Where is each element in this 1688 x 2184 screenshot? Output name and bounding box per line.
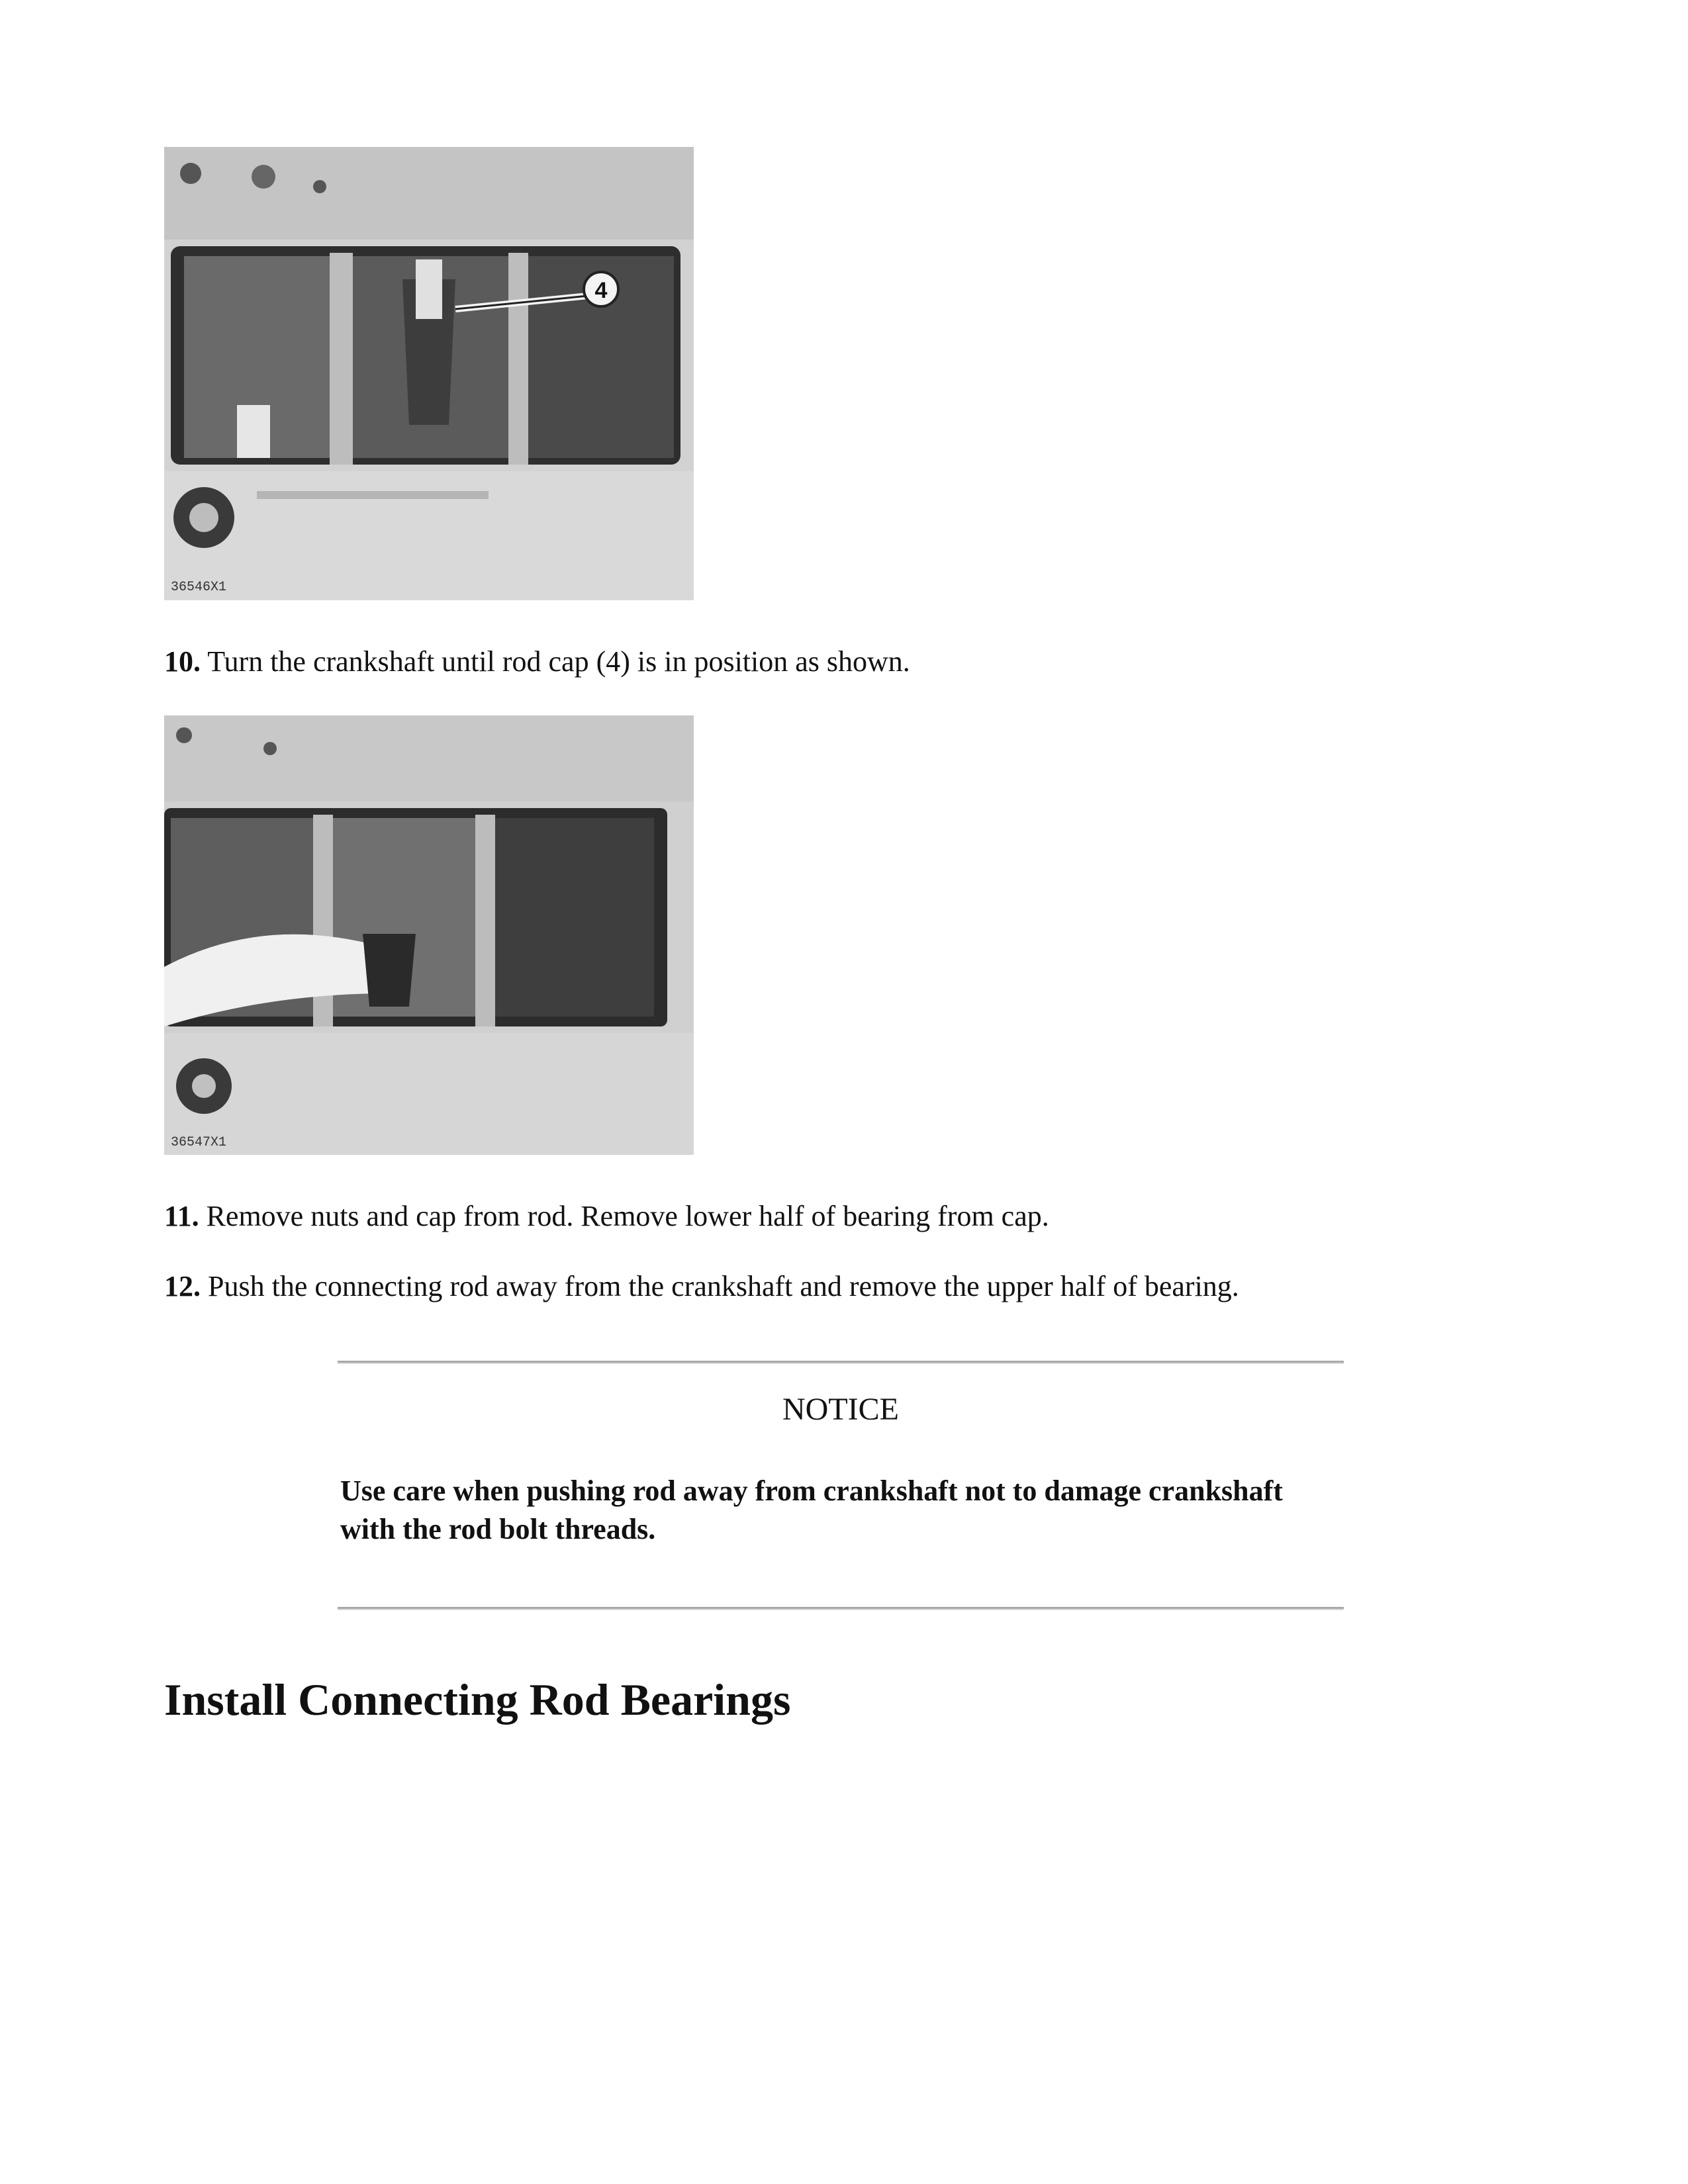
engine-block-photo-1 [164, 147, 694, 600]
figure-remove-rod-cap [164, 715, 694, 1155]
figure-reference-number: 36547X1 [171, 1135, 227, 1150]
notice-body: Use care when pushing rod away from crankshaft not to damage crankshaft with the rod bolt threads. [340, 1475, 1283, 1545]
figure-rod-cap-position [164, 147, 694, 600]
notice-divider-bottom [338, 1607, 1344, 1610]
step-text: Push the connecting rod away from the crankshaft and remove the upper half of bearing. [201, 1270, 1239, 1302]
step-11 [164, 1199, 1049, 1234]
engine-block-photo-2 [164, 715, 694, 1155]
figure-reference-number: 36546X1 [171, 580, 227, 595]
notice-divider-top [338, 1361, 1344, 1364]
step-number: 12. [164, 1270, 201, 1302]
section-title: Install Connecting Rod Bearings [164, 1674, 791, 1725]
step-text: Remove nuts and cap from rod. Remove lower half of bearing from cap. [199, 1200, 1049, 1232]
notice-heading: NOTICE [782, 1392, 899, 1427]
step-text: Turn the crankshaft until rod cap (4) is in position as shown. [201, 645, 910, 678]
step-10 [164, 645, 910, 679]
figure-callout-4: 4 [594, 278, 608, 303]
step-12 [164, 1269, 1239, 1304]
step-number: 10. [164, 645, 201, 678]
step-number: 11. [164, 1200, 199, 1232]
